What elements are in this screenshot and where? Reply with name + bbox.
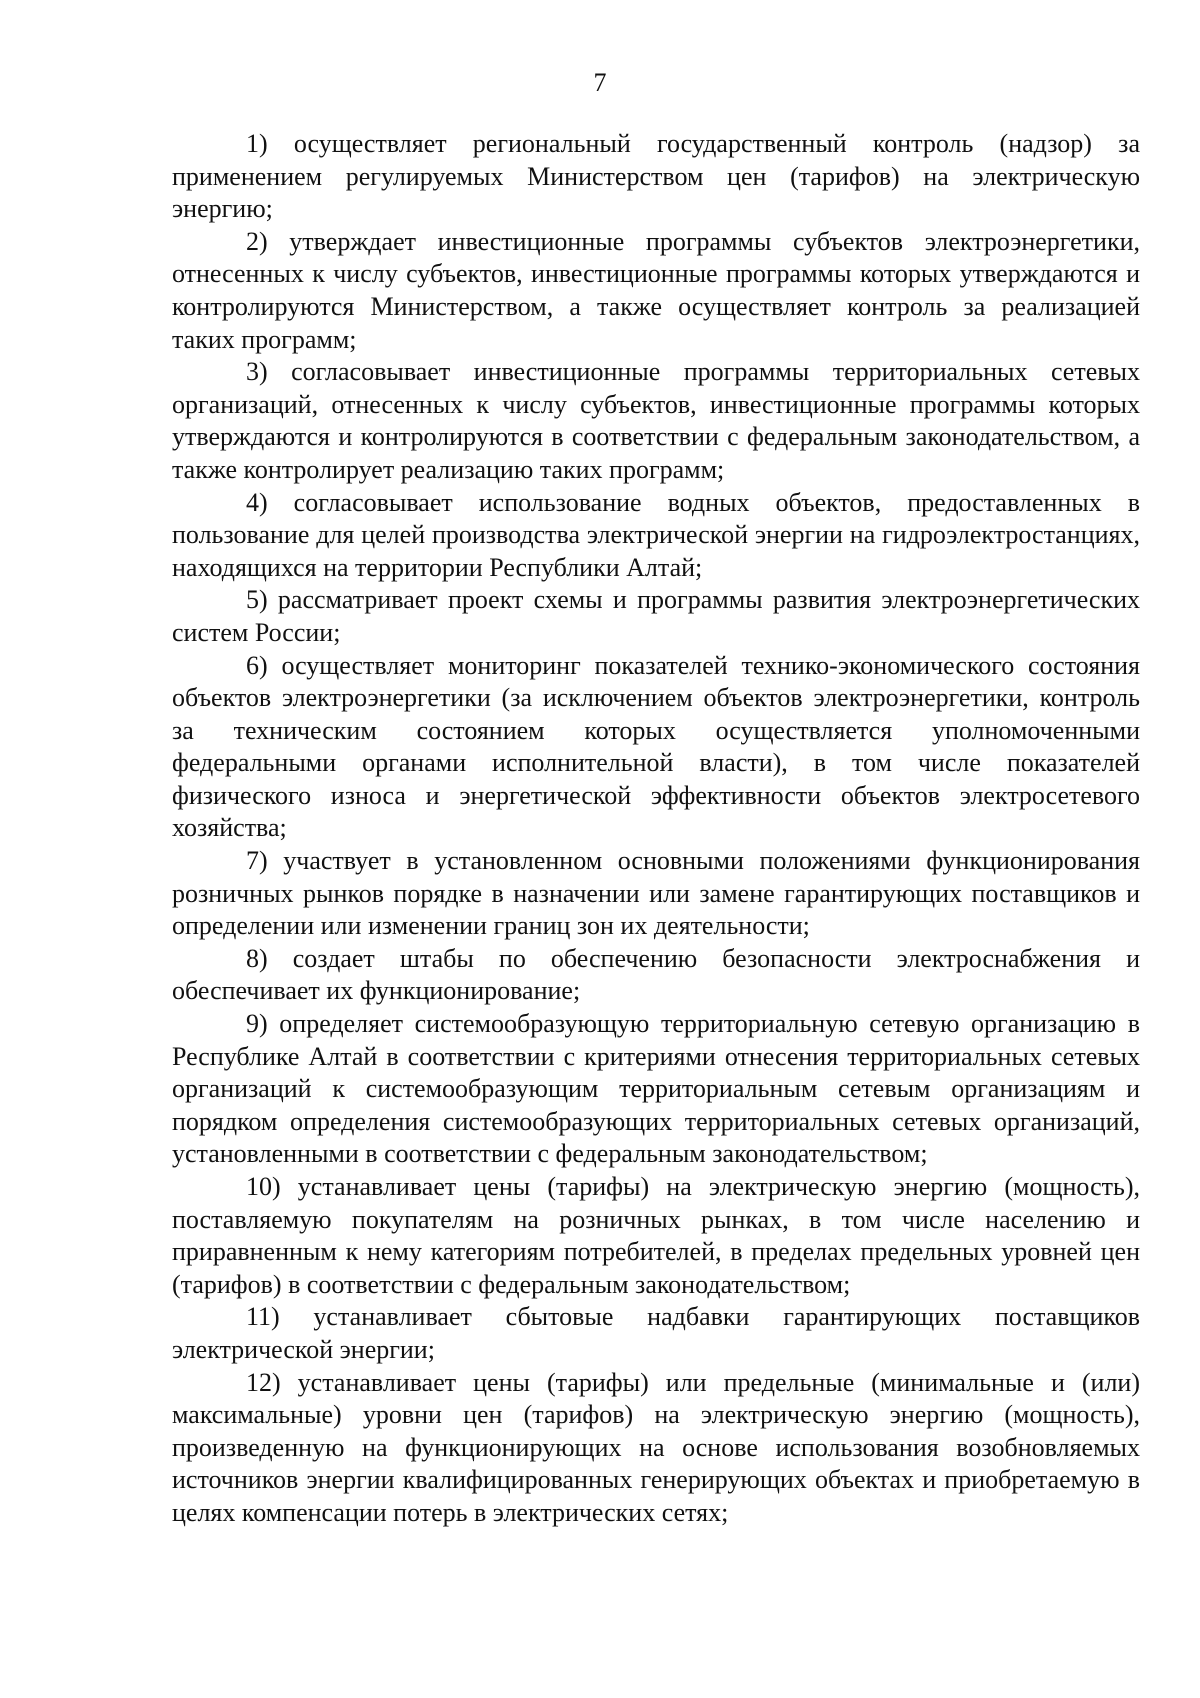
list-item: 9) определяет системообразующую территориальную сетевую организацию в Республике Алтай в соответствии с критериями отнесения территориальных сетевых организаций к системообразующим территориальным сетевым организациям и порядком определения системообразующих территориальных сетевых организаций, установленными в соответствии с федеральным законодательством; — [172, 1009, 1140, 1169]
list-item: 4) согласовывает использование водных объектов, предоставленных в пользование для целей производства электрической энергии на гидроэлектростанциях, находящихся на территории Республики Алтай; — [172, 487, 1140, 582]
list-item: 2) утверждает инвестиционные программы субъектов электроэнергетики, отнесенных к числу субъектов, инвестиционные программы которых утверждаются и контролируются Министерством, а также осуществляет контроль за реализацией таких программ; — [172, 226, 1140, 354]
list-item: 3) согласовывает инвестиционные программы территориальных сетевых организаций, отнесенных к числу субъектов, инвестиционные программы которых утверждаются и контролируются в соответствии с федеральным законодательством, а также контролирует реализацию таких программ; — [172, 357, 1140, 484]
list-item: 12) устанавливает цены (тарифы) или предельные (минимальные и (или) максимальные) уровни цен (тарифов) на электрическую энергию (мощность), произведенную на функционирующих на основе использования возобновляемых источников энергии квалифицированных генерирующих объектах и приобретаемую в целях компенсации потерь в электрических сетях; — [172, 1367, 1140, 1527]
list-item: 10) устанавливает цены (тарифы) на электрическую энергию (мощность), поставляемую покупателям на розничных рынках, в том числе населению и приравненным к нему категориям потребителей, в пределах предельных уровней цен (тарифов) в соответствии с федеральным законодательством; — [172, 1172, 1140, 1299]
list-item: 6) осуществляет мониторинг показателей технико-экономического состояния объектов электроэнергетики (за исключением объектов электроэнергетики, контроль за техническим состоянием которых осуществляется уполномоченными федеральными органами исполнительной власти), в том числе показателей физического износа и энергетической эффективности объектов электросетевого хозяйства; — [172, 650, 1140, 843]
document-body — [172, 128, 1140, 1530]
page-number: 7 — [593, 68, 607, 97]
list-item: 11) устанавливает сбытовые надбавки гарантирующих поставщиков электрической энергии; — [172, 1302, 1140, 1364]
list-item: 1) осуществляет региональный государственный контроль (надзор) за применением регулируемых Министерством цен (тарифов) на электрическую энергию; — [172, 129, 1140, 224]
list-item: 7) участвует в установленном основными положениями функционирования розничных рынков порядке в назначении или замене гарантирующих поставщиков и определении или изменении границ зон их деятельности; — [172, 846, 1140, 941]
list-item: 5) рассматривает проект схемы и программы развития электроэнергетических систем России; — [172, 585, 1140, 647]
list-item: 8) создает штабы по обеспечению безопасности электроснабжения и обеспечивает их функционирование; — [172, 943, 1140, 1006]
